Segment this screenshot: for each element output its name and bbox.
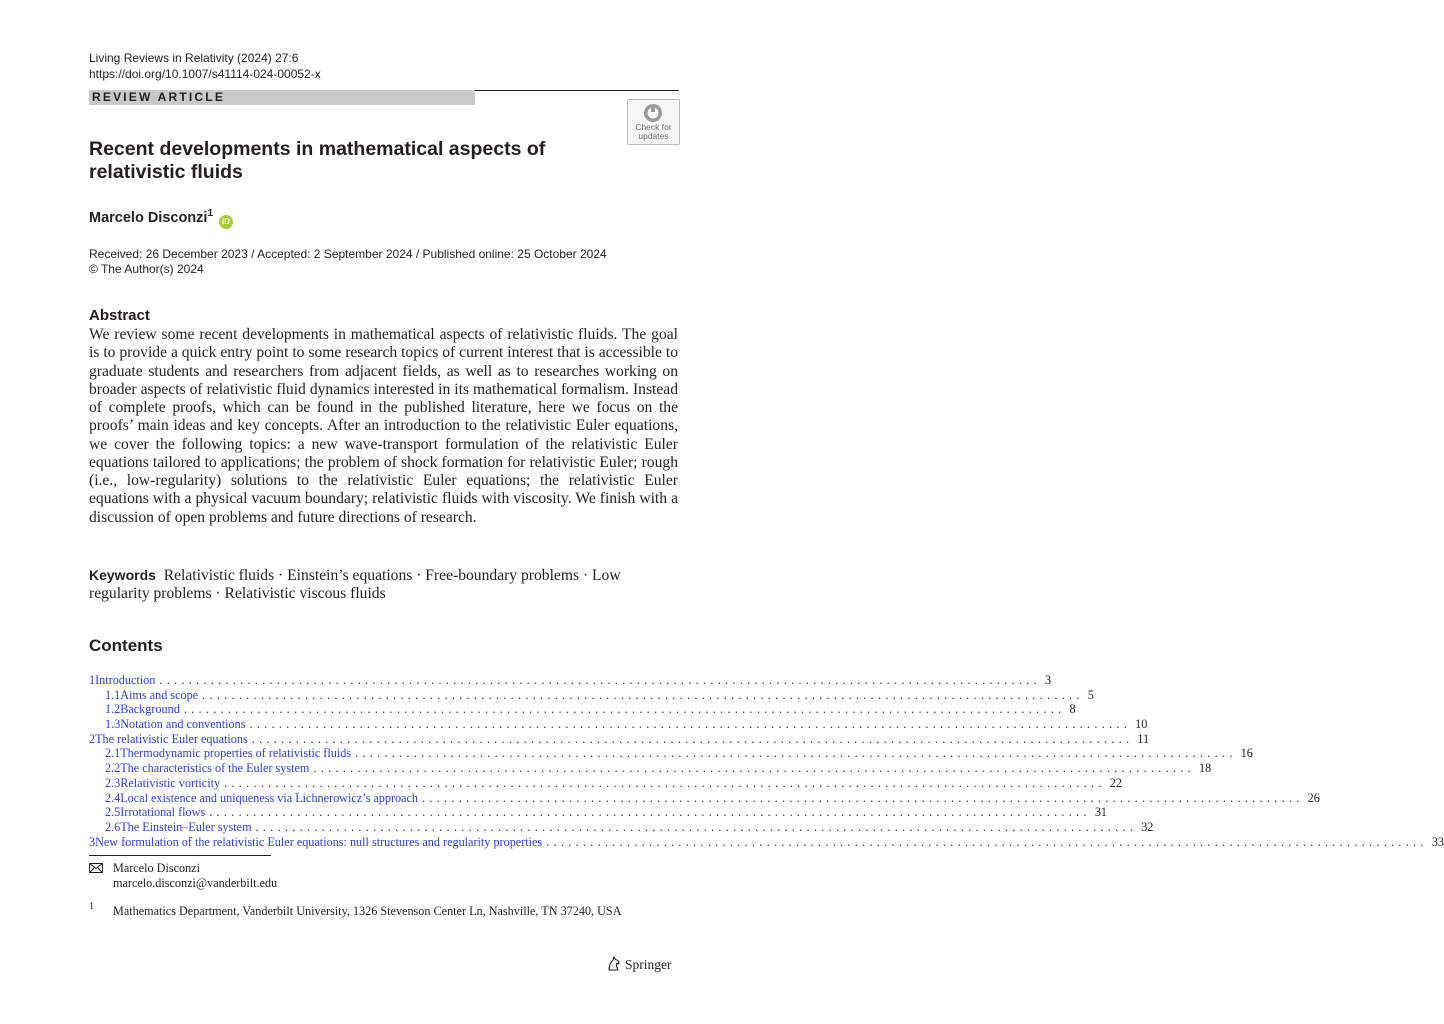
corresponding-author-email[interactable]: marcelo.disconzi@vanderbilt.edu xyxy=(113,876,278,890)
envelope-icon xyxy=(89,863,103,873)
history-dates: Received: 26 December 2023 / Accepted: 2 September 2024 / Published online: 25 October 2024 xyxy=(89,247,607,261)
publication-dates xyxy=(89,247,607,277)
article-type-banner xyxy=(89,90,475,105)
check-updates-icon xyxy=(643,103,663,123)
toc-entry-label[interactable]: Relativistic vorticity xyxy=(120,775,221,790)
author-name: Marcelo Disconzi xyxy=(89,209,208,226)
toc-leader-dots: ........................................................................................................................ xyxy=(249,717,1132,732)
toc-entry-number: 1.2 xyxy=(105,702,121,717)
keywords-text: Relativistic fluids · Einstein’s equations · Free-boundary problems · Low regularity problems · Relativistic viscous fluids xyxy=(89,567,621,603)
toc-entry-number: 2.5 xyxy=(105,805,121,820)
toc-entry-label[interactable]: Background xyxy=(120,702,180,717)
toc-entry-page: 31 xyxy=(1094,805,1107,820)
toc-entry-number: 2.2 xyxy=(105,761,121,776)
toc-entry-page: 22 xyxy=(1109,775,1122,790)
toc-entry-number: 2.1 xyxy=(105,746,121,761)
toc-leader-dots: ........................................................................................................................ xyxy=(183,702,1066,717)
affiliation-number: 1 xyxy=(89,901,94,912)
keywords-block xyxy=(89,566,678,604)
toc-leader-dots: ........................................................................................................................ xyxy=(546,834,1428,849)
toc-entry-number: 1.1 xyxy=(105,687,121,702)
toc-entry-label[interactable]: Thermodynamic properties of relativistic fluids xyxy=(120,746,352,761)
toc-entry-page: 8 xyxy=(1069,702,1076,717)
abstract-heading: Abstract xyxy=(89,307,150,324)
toc-entry[interactable] xyxy=(89,790,1320,806)
doi-link[interactable]: https://doi.org/10.1007/s41114-024-00052-x xyxy=(89,67,321,81)
abstract-text: We review some recent developments in mathematical aspects of relativistic fluids. The goal is to provide a quick entry point to some research topics of current interest that is accessible to graduate students and researchers from adjacent fields, as well as to researches working on broader aspects of relativistic fluid dynamics interested in its mathematical formalism. Instead of complete proofs, which can be found in the published literature, here we focus on the proofs’ main ideas and key concepts. After an introduction to the relativistic Euler equations, we cover the following topics: a new wave-transport formulation of the relativistic Euler equations tailored to applications; the problem of shock formation for relativistic Euler; rough (i.e., low-regularity) solutions to the relativistic Euler equations; the relativistic Euler equations with a physical vacuum boundary; relativistic fluids with viscosity. We finish with a discussion of open problems and future directions of research. xyxy=(89,326,678,526)
article-title xyxy=(89,138,609,184)
toc-leader-dots: ........................................................................................................................ xyxy=(355,746,1237,761)
affiliation-text: Mathematics Department, Vanderbilt University, 1326 Stevenson Center Ln, Nashville, TN 37240, USA xyxy=(113,904,622,918)
toc-entry-page: 32 xyxy=(1141,819,1154,834)
toc-entry-page: 3 xyxy=(1044,673,1052,687)
toc-leader-dots: ........................................................................................................................ xyxy=(202,687,1084,702)
toc-entry-label[interactable]: Local existence and uniqueness via Lichnerowicz’s approach xyxy=(120,790,419,805)
publisher-name: Springer xyxy=(625,957,672,972)
toc-entry-label[interactable]: Notation and conventions xyxy=(120,717,246,732)
springer-horse-icon xyxy=(606,956,622,972)
toc-entry-page: 16 xyxy=(1240,746,1253,761)
toc-entry-number: 3 xyxy=(89,834,96,849)
toc-entry[interactable] xyxy=(89,805,1107,820)
toc-entry[interactable] xyxy=(89,746,1253,761)
table-of-contents xyxy=(89,673,1444,849)
publisher-logo xyxy=(606,956,672,973)
title-line-1: Recent developments in mathematical aspects of xyxy=(89,138,546,160)
toc-entry[interactable] xyxy=(89,775,1122,791)
corresponding-author-name: Marcelo Disconzi xyxy=(113,861,200,875)
toc-entry[interactable] xyxy=(89,702,1076,717)
toc-entry-label[interactable]: Introduction xyxy=(95,673,156,687)
journal-citation: Living Reviews in Relativity (2024) 27:6 xyxy=(89,51,299,65)
toc-entry-label[interactable]: Irrotational flows xyxy=(120,805,206,820)
toc-entry-number: 2.4 xyxy=(105,790,121,805)
toc-entry-page: 18 xyxy=(1199,761,1212,776)
toc-entry-page: 11 xyxy=(1137,731,1150,746)
toc-leader-dots: ........................................................................................................................ xyxy=(251,731,1134,746)
header-rule xyxy=(475,90,679,91)
toc-entry-label[interactable]: The Einstein–Euler system xyxy=(120,819,252,834)
toc-entry-number: 2.3 xyxy=(105,775,121,790)
article-type-label: REVIEW ARTICLE xyxy=(92,90,226,104)
orcid-icon[interactable]: iD xyxy=(219,215,233,229)
toc-entry-page: 10 xyxy=(1135,717,1148,732)
toc-entry[interactable] xyxy=(89,687,1094,703)
contents-heading: Contents xyxy=(89,636,163,655)
check-updates-line-2: updates xyxy=(638,131,669,141)
toc-leader-dots: ........................................................................................................................ xyxy=(255,819,1138,834)
toc-entry-number: 2.6 xyxy=(105,819,121,834)
toc-leader-dots: ........................................................................................................................ xyxy=(313,761,1196,776)
toc-entry[interactable] xyxy=(89,717,1148,732)
toc-entry[interactable] xyxy=(89,834,1444,850)
toc-leader-dots: ........................................................................................................................ xyxy=(224,775,1106,790)
toc-entry-page: 26 xyxy=(1307,790,1320,805)
author-affiliation-mark: 1 xyxy=(207,208,214,219)
toc-entry[interactable] xyxy=(89,761,1212,776)
title-line-2: relativistic fluids xyxy=(89,161,243,183)
toc-leader-dots: ........................................................................................................................ xyxy=(159,673,1041,687)
keywords-heading: Keywords xyxy=(89,567,156,583)
toc-entry-label[interactable]: New formulation of the relativistic Euler equations: null structures and regularity properties xyxy=(95,834,543,849)
toc-entry-label[interactable]: Aims and scope xyxy=(120,687,199,702)
toc-entry[interactable] xyxy=(89,673,1052,688)
toc-entry-label[interactable]: The characteristics of the Euler system xyxy=(120,761,310,776)
toc-entry-page: 33 xyxy=(1431,834,1444,849)
footnote-rule xyxy=(89,855,271,856)
toc-entry-number: 1 xyxy=(89,673,96,687)
check-for-updates-badge[interactable] xyxy=(627,99,680,145)
copyright-line: © The Author(s) 2024 xyxy=(89,262,204,276)
toc-entry-label[interactable]: The relativistic Euler equations xyxy=(95,731,248,746)
toc-leader-dots: ........................................................................................................................ xyxy=(422,790,1304,805)
check-updates-line-1: Check for xyxy=(635,122,672,132)
toc-entry[interactable] xyxy=(89,819,1154,835)
toc-entry[interactable] xyxy=(89,731,1150,747)
toc-entry-number: 2 xyxy=(89,731,96,746)
author-line xyxy=(89,208,233,229)
toc-leader-dots: ........................................................................................................................ xyxy=(209,805,1091,820)
toc-entry-number: 1.3 xyxy=(105,717,121,732)
toc-entry-page: 5 xyxy=(1087,687,1094,702)
journal-header xyxy=(89,50,321,82)
